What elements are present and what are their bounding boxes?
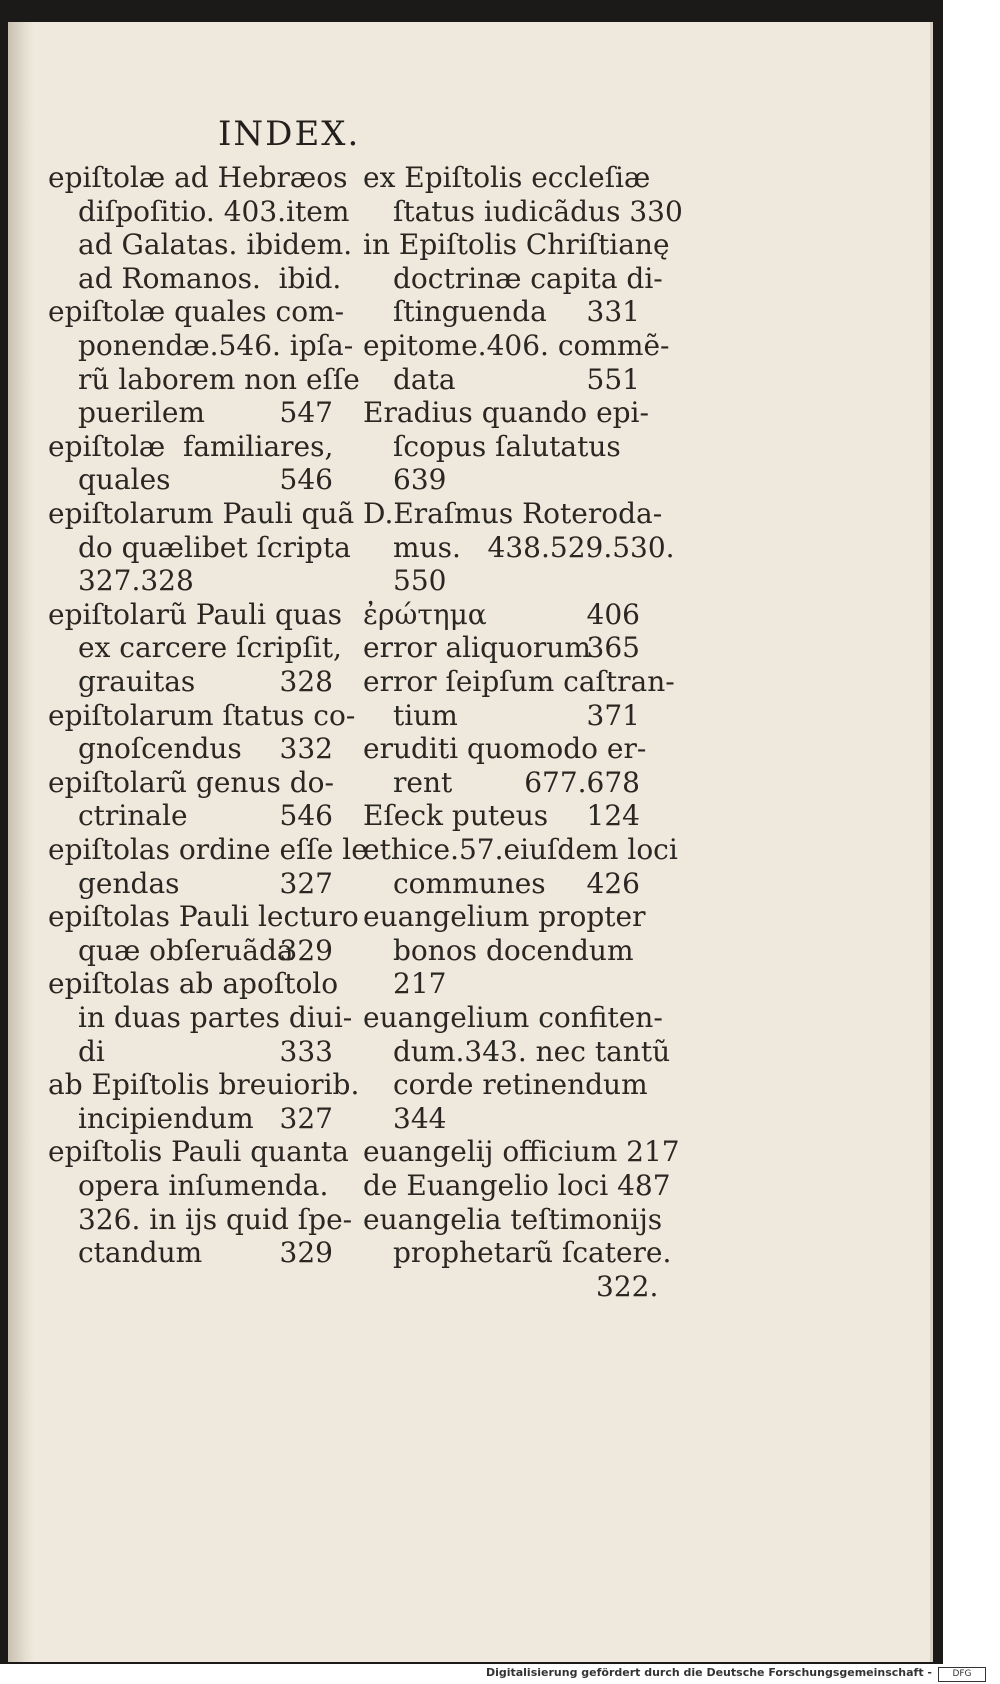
index-entry-text: epiſtolarum Pauli quã [48, 497, 355, 530]
index-entry-text: epiſtolarũ genus do- [48, 765, 334, 799]
index-entry-text: prophetarũ ſcatere. [393, 1236, 672, 1270]
footer-credit: Digitalisierung gefördert durch die Deutsche Forschungsgemeinschaft - [485, 1666, 932, 1679]
index-page-number: 547 [279, 396, 333, 430]
index-page-number: 406 [586, 597, 640, 631]
index-entry-text: di [78, 1034, 105, 1068]
index-page-number: 333 [279, 1034, 333, 1068]
index-page-number: 677.678 [524, 765, 640, 799]
index-entry-text: rent [393, 765, 453, 799]
index-entry-text: in Epiſtolis Chriſtianę [363, 228, 670, 262]
index-entry-text: diſpoſitio. 403.item [78, 194, 350, 228]
index-page-number: 371 [586, 698, 640, 732]
index-entry-text: dum.343. nec tantũ [393, 1034, 671, 1068]
index-entry-text: mus. 438.529.530. [393, 530, 675, 564]
index-entry-text: 326. in ijs quid ſpe- [78, 1202, 353, 1236]
index-entry-text: grauitas [78, 665, 196, 698]
index-entry-text: rũ laborem non eſſe [78, 362, 360, 396]
digitization-footer [0, 1664, 1000, 1684]
index-entry-text: euangelium propter [363, 900, 646, 934]
index-page-number: 546 [279, 463, 333, 497]
index-entry-text: quæ obſeruãda [78, 933, 294, 967]
index-entry-text: D.Eraſmus Roteroda- [363, 497, 663, 530]
index-entry-text: epiſtolarum ſtatus co- [48, 698, 356, 732]
index-entry-text: 344 [393, 1101, 447, 1135]
index-page-number: 328 [279, 665, 333, 698]
index-entry-text: ſtinguenda [393, 295, 547, 329]
index-entry-text: euangelia teſtimonijs [363, 1202, 663, 1236]
index-entry-text: Eradius quando epi- [363, 396, 649, 430]
index-entry-text: data [393, 362, 456, 396]
index-entry-text: error aliquorum [363, 631, 591, 665]
page-gutter-shadow [8, 22, 34, 1662]
index-entry-text: puerilem [78, 396, 205, 430]
index-entry-text: in duas partes diui- [78, 1001, 353, 1034]
index-page-number: 329 [279, 933, 333, 967]
index-entry-text: gnoſcendus [78, 732, 242, 766]
index-entry-text: ad Galatas. ibidem. [78, 228, 353, 262]
index-entry-text: tium [393, 698, 458, 732]
index-entry-text: epiſtolis Pauli quanta [48, 1135, 349, 1169]
index-entry-text: ἐρώτημα [363, 597, 487, 631]
index-page-number: 332 [279, 732, 333, 766]
index-entry-text: 327.328 [78, 564, 194, 598]
index-entry-text: ad Romanos. ibid. [78, 261, 342, 295]
index-entry-text: 217 [393, 967, 447, 1001]
index-entry-text: quales [78, 463, 171, 497]
index-entry-text: epiſtolæ ad Hebræos [48, 161, 348, 194]
index-entry-text: epiſtolas Pauli lecturo [48, 900, 359, 934]
index-entry-text: epiſtolarũ Pauli quas [48, 597, 343, 631]
index-entry-text: 550 [393, 564, 447, 598]
index-entry-text: do quælibet ſcripta [78, 530, 351, 564]
index-entry-text: epiſtolæ quales com- [48, 295, 345, 329]
book-page [8, 22, 933, 1662]
index-page-number: 327 [279, 1101, 333, 1135]
index-entry-text: ex Epiſtolis eccleſiæ [363, 161, 651, 194]
index-entry-text: bonos docendum [393, 933, 634, 967]
index-entry-text: opera inſumenda. [78, 1169, 329, 1202]
index-entry-text: doctrinæ capita di- [393, 261, 663, 295]
index-page-number: 331 [586, 295, 640, 329]
index-entry-text: Eſeck puteus [363, 799, 549, 833]
index-entry-text: ctrinale [78, 799, 188, 833]
index-page-number: 365 [586, 631, 640, 665]
index-page-number: 551 [586, 362, 640, 396]
index-entry-text: ethice.57.eiuſdem loci [363, 833, 678, 866]
index-entry-text: euangelij officium 217 [363, 1135, 680, 1169]
index-entry-text: ab Epiſtolis breuiorib. [48, 1068, 360, 1102]
index-entry-text: 322. [596, 1269, 659, 1303]
index-entry-text: de Euangelio loci 487 [363, 1169, 671, 1202]
index-entry-text: ex carcere ſcripſit, [78, 631, 342, 665]
index-page-number: 426 [586, 866, 640, 900]
index-entry-text: ctandum [78, 1236, 203, 1270]
index-entry-text: ponendæ.546. ipſa- [78, 329, 354, 362]
index-entry-text: ſtatus iudicãdus 330 [393, 194, 683, 228]
index-entry-text: epiſtolas ab apoſtolo [48, 967, 339, 1001]
index-entry-text: epiſtolæ familiares, [48, 429, 334, 463]
index-entry-text: epiſtolas ordine eſſe le [48, 833, 368, 866]
index-entry-text: 639 [393, 463, 447, 497]
index-entry-text: gendas [78, 866, 180, 900]
index-page-number: 329 [279, 1236, 333, 1270]
dfg-logo: DFG [938, 1667, 986, 1682]
index-entry-text: corde retinendum [393, 1068, 648, 1102]
index-entry-text: incipiendum [78, 1101, 254, 1135]
index-page-number: 546 [279, 799, 333, 833]
index-entry-text: epitome.406. commẽ- [363, 329, 670, 362]
index-entry-text: ſcopus ſalutatus [393, 429, 621, 463]
index-entry-text: error ſeipſum caſtran- [363, 665, 675, 698]
index-entry-text: communes [393, 866, 546, 900]
index-entry-text: eruditi quomodo er- [363, 732, 647, 766]
index-entry-text: euangelium confiten- [363, 1001, 663, 1034]
page-header: INDEX. [218, 114, 361, 154]
index-page-number: 124 [586, 799, 640, 833]
index-page-number: 327 [279, 866, 333, 900]
